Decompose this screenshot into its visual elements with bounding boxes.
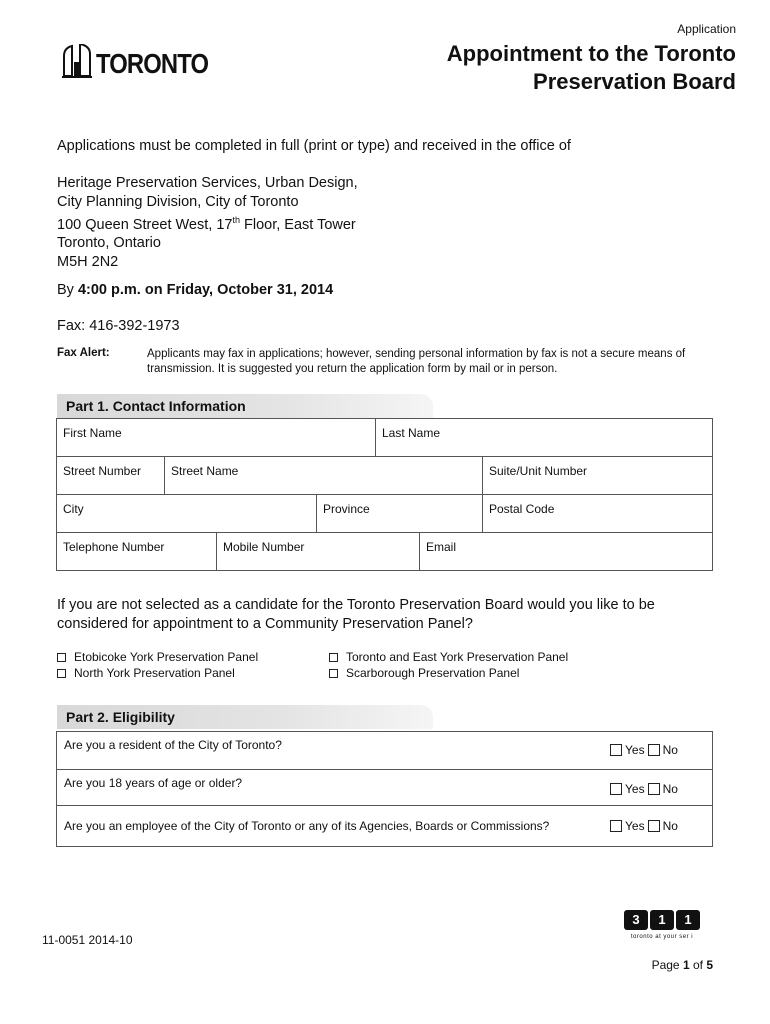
street-number-field[interactable]: Street Number [57, 457, 165, 494]
no-checkbox[interactable] [648, 744, 660, 756]
eligibility-question: Are you 18 years of age or older? [64, 776, 243, 790]
address-text: 100 Queen Street West, 17 [57, 216, 233, 233]
panel-option[interactable] [329, 666, 568, 680]
311-badge [624, 910, 700, 940]
no-label: No [662, 743, 678, 757]
fax-alert-label: Fax Alert: [57, 347, 110, 359]
no-checkbox[interactable] [648, 820, 660, 832]
city-field[interactable]: City [57, 495, 317, 532]
yes-label: Yes [625, 782, 645, 796]
table-row [57, 806, 712, 846]
address-line: M5H 2N2 [57, 253, 119, 270]
office-address [57, 174, 358, 271]
panel-options-right [329, 650, 568, 680]
province-field[interactable]: Province [317, 495, 483, 532]
yes-checkbox[interactable] [610, 820, 622, 832]
panel-question: If you are not selected as a candidate for the Toronto Preservation Board would you like to be considered for appointment to a Community Preservation Panel? [57, 597, 655, 632]
panel-option[interactable] [329, 650, 568, 664]
last-name-field[interactable]: Last Name [382, 426, 441, 440]
panel-option[interactable] [57, 650, 258, 664]
badge-tagline: toronto at your ser i [630, 934, 694, 940]
deadline-prefix: By [57, 282, 78, 298]
table-row [57, 533, 712, 570]
page-current: 1 [682, 958, 690, 972]
toronto-logo [62, 44, 228, 78]
yes-no-choice [610, 743, 678, 757]
badge-digit: 1 [676, 910, 700, 930]
address-line: City Planning Division, City of Toronto [57, 193, 299, 210]
yes-no-choice [610, 782, 678, 796]
eligibility-question: Are you a resident of the City of Toronto? [64, 738, 282, 752]
suite-unit-field[interactable]: Suite/Unit Number [489, 464, 588, 478]
city-hall-logo-icon [62, 44, 92, 78]
no-label: No [662, 782, 678, 796]
document-type: Application [677, 22, 736, 36]
first-name-field[interactable]: First Name [57, 419, 376, 456]
eligibility-question: Are you an employee of the City of Toronto or any of its Agencies, Boards or Commissions? [64, 819, 550, 833]
checkbox-icon[interactable] [57, 669, 66, 678]
panel-option-label: Scarborough Preservation Panel [346, 666, 520, 680]
badge-digit: 1 [650, 910, 674, 930]
address-line [57, 211, 358, 234]
part1-title: Part 1. Contact Information [66, 398, 246, 414]
no-label: No [662, 819, 678, 833]
deadline [57, 282, 333, 298]
address-line: Heritage Preservation Services, Urban Design, [57, 175, 358, 191]
panel-option-label: North York Preservation Panel [74, 666, 235, 680]
ordinal-suffix: th [232, 215, 240, 225]
postal-code-field[interactable]: Postal Code [489, 502, 555, 516]
checkbox-icon[interactable] [329, 653, 338, 662]
page-title [447, 40, 736, 96]
no-checkbox[interactable] [648, 783, 660, 795]
checkbox-icon[interactable] [329, 669, 338, 678]
fax-number: Fax: 416-392-1973 [57, 318, 180, 334]
yes-label: Yes [625, 819, 645, 833]
part1-header [57, 394, 433, 418]
page-prefix: Page [651, 958, 683, 972]
table-row [57, 732, 712, 770]
badge-digit: 3 [624, 910, 648, 930]
yes-no-choice [610, 819, 678, 833]
address-line: Toronto, Ontario [57, 235, 161, 252]
checkbox-icon[interactable] [57, 653, 66, 662]
contact-info-table [56, 418, 713, 571]
part2-header [57, 705, 433, 729]
deadline-value: 4:00 p.m. on Friday, October 31, 2014 [77, 282, 334, 298]
email-field[interactable]: Email [426, 540, 457, 554]
part2-title: Part 2. Eligibility [66, 709, 175, 725]
page-number [652, 958, 713, 972]
311-digits [624, 910, 700, 930]
table-row [57, 770, 712, 806]
table-row [57, 495, 712, 533]
table-row [57, 457, 712, 495]
intro-text: Applications must be completed in full (print or type) and received in the office of [57, 138, 571, 154]
fax-alert-text: Applicants may fax in applications; however, sending personal information by fax is not a secure means of transmission. It is suggested you return the application form by mail or in person. [147, 348, 686, 375]
panel-option-label: Toronto and East York Preservation Panel [346, 650, 569, 664]
yes-checkbox[interactable] [610, 783, 622, 795]
form-code: 11-0051 2014-10 [42, 933, 133, 947]
eligibility-table [56, 731, 713, 847]
panel-options-left [57, 650, 258, 680]
logo-wordmark: TORONTO [96, 48, 209, 79]
yes-label: Yes [625, 743, 645, 757]
telephone-field[interactable]: Telephone Number [57, 533, 217, 570]
mobile-field[interactable]: Mobile Number [217, 533, 420, 570]
street-name-field[interactable]: Street Name [165, 457, 483, 494]
yes-checkbox[interactable] [610, 744, 622, 756]
panel-option-label: Etobicoke York Preservation Panel [74, 650, 259, 664]
page-of: of [689, 958, 707, 972]
page-total: 5 [706, 958, 713, 972]
panel-option[interactable] [57, 666, 258, 680]
title-line-1: Appointment to the Toronto [446, 41, 736, 66]
title-line-2: Preservation Board [533, 69, 736, 94]
address-text: Floor, East Tower [239, 216, 356, 233]
table-row [57, 419, 712, 457]
